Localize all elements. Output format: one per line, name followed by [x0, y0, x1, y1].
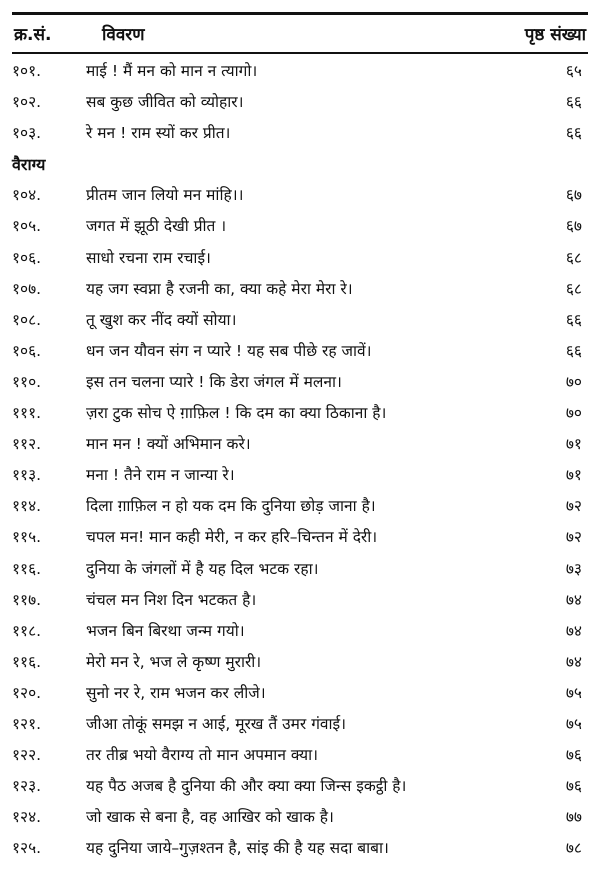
list-item	[0, 647, 600, 678]
entry-number: ११२.	[12, 435, 42, 454]
entry-title: प्रीतम जान लियो मन मांहि।।	[86, 186, 244, 205]
entry-number: १०५.	[12, 217, 42, 236]
entry-page: ७०	[565, 372, 582, 391]
section-title: वैराग्य	[12, 155, 46, 175]
entry-title: चंचल मन निश दिन भटकत है।	[86, 590, 257, 609]
entry-page: ६६	[565, 124, 582, 143]
list-item	[0, 243, 600, 274]
entry-number: ११०.	[12, 372, 42, 391]
section-heading	[0, 149, 600, 180]
entry-page: ६७	[565, 217, 582, 236]
entry-page: ६८	[565, 248, 582, 267]
entry-page: ७०	[565, 404, 582, 423]
list-item	[0, 305, 600, 336]
entry-page: ७१	[565, 466, 582, 485]
entry-number: ११७.	[12, 590, 42, 609]
list-item	[0, 491, 600, 522]
header-page-number: पृष्ठ संख्या	[524, 25, 586, 45]
entry-page: ७४	[565, 652, 582, 671]
entry-title: तर तीब्र भयो वैराग्य तो मान अपमान क्या।	[86, 746, 319, 765]
entry-title: चपल मन! मान कही मेरी, न कर हरि–चिन्तन में देरी।	[86, 528, 378, 547]
list-item	[0, 771, 600, 802]
list-item	[0, 678, 600, 709]
entry-title: यह पैठ अजब है दुनिया की और क्या क्या जिन्स इकट्ठी है।	[86, 777, 407, 796]
entry-page: ७७	[565, 808, 582, 827]
entry-title: यह दुनिया जाये–गुज़श्तन है, सांइ की है यह सदा बाबा।	[86, 839, 389, 858]
entry-title: माई ! मैं मन को मान न त्यागो।	[86, 62, 258, 80]
list-item	[0, 211, 600, 242]
entry-number: १०२.	[12, 93, 42, 112]
list-item	[0, 709, 600, 740]
entry-number: १२५.	[12, 839, 42, 858]
entry-number: १२०.	[12, 683, 42, 702]
entry-title: मना ! तैने राम न जान्या रे।	[86, 466, 235, 485]
entry-number: ११३.	[12, 466, 42, 485]
entry-title: इस तन चलना प्यारे ! कि डेरा जंगल में मलना।	[86, 372, 342, 391]
entry-title: ज़रा टुक सोच ऐ ग़ाफ़िल ! कि दम का क्या ठिकाना है।	[86, 404, 387, 423]
list-item	[0, 522, 600, 553]
entry-number: ११५.	[12, 528, 42, 547]
entry-number: १०४.	[12, 186, 42, 205]
entry-title: यह जग स्वप्ना है रजनी का, क्या कहे मेरा मेरा रे।	[86, 279, 353, 298]
header-number: क्र.सं.	[14, 25, 52, 45]
list-item	[0, 367, 600, 398]
entry-number: १०६.	[12, 248, 42, 267]
entry-page: ७२	[565, 528, 582, 547]
entry-page: ६५	[565, 62, 582, 80]
top-rule	[12, 12, 588, 15]
entry-page: ७६	[565, 746, 582, 765]
list-item	[0, 740, 600, 771]
list-item	[0, 833, 600, 864]
list-item	[0, 398, 600, 429]
entry-page: ६६	[565, 93, 582, 112]
entry-number: १०८.	[12, 310, 42, 329]
entry-page: ७५	[565, 683, 582, 702]
entry-page: ७४	[565, 621, 582, 640]
entry-title: दिला ग़ाफ़िल न हो यक दम कि दुनिया छोड़ जाना है।	[86, 497, 376, 516]
list-item	[0, 336, 600, 367]
entry-page: ६७	[565, 186, 582, 205]
entry-title: दुनिया के जंगलों में है यह दिल भटक रहा।	[86, 559, 319, 578]
entry-number: ११६.	[12, 652, 42, 671]
list-item	[0, 616, 600, 647]
entry-number: १२१.	[12, 714, 42, 733]
entry-title: जगत में झूठी देखी प्रीत ।	[86, 217, 227, 236]
entry-number: १२२.	[12, 746, 42, 765]
entry-number: १११.	[12, 404, 42, 423]
entry-title: जीआ तोकूं समझ न आई, मूरख तैं उमर गंवाई।	[86, 714, 347, 733]
entry-number: १०१.	[12, 62, 42, 80]
header-description: विवरण	[102, 25, 145, 45]
entry-page: ७४	[565, 590, 582, 609]
entry-page: ७८	[565, 839, 582, 858]
entry-page: ७५	[565, 714, 582, 733]
entry-number: १०७.	[12, 279, 42, 298]
entry-page: ६६	[565, 310, 582, 329]
entry-title: भजन बिन बिरथा जन्म गयो।	[86, 621, 245, 640]
entry-page: ६६	[565, 341, 582, 360]
list-item	[0, 802, 600, 833]
entry-title: जो खाक से बना है, वह आखिर को खाक है।	[86, 808, 334, 827]
header-rule	[12, 52, 588, 54]
entry-number: १०६.	[12, 341, 42, 360]
entry-title: रे मन ! राम स्यों कर प्रीत।	[86, 124, 231, 143]
list-item	[0, 429, 600, 460]
list-item	[0, 554, 600, 585]
list-item	[0, 180, 600, 211]
list-item	[0, 460, 600, 491]
entry-page: ७३	[565, 559, 582, 578]
entry-page: ६८	[565, 279, 582, 298]
list-item	[0, 56, 600, 87]
entry-page: ७६	[565, 777, 582, 796]
entry-title: धन जन यौवन संग न प्यारे ! यह सब पीछे रह जावें।	[86, 341, 372, 360]
table-header	[0, 18, 600, 52]
entry-title: तू खुश कर नींद क्यों सोया।	[86, 310, 237, 329]
list-item	[0, 118, 600, 149]
entry-number: १०३.	[12, 124, 42, 143]
entry-number: ११६.	[12, 559, 42, 578]
entry-title: मेरो मन रे, भज ले कृष्ण मुरारी।	[86, 652, 262, 671]
list-item	[0, 274, 600, 305]
entry-title: सब कुछ जीवित को व्योहार।	[86, 93, 244, 112]
entry-number: १२४.	[12, 808, 42, 827]
entry-number: १२३.	[12, 777, 42, 796]
entry-page: ७२	[565, 497, 582, 516]
entry-page: ७१	[565, 435, 582, 454]
list-item	[0, 585, 600, 616]
index-list	[0, 56, 600, 864]
entry-title: मान मन ! क्यों अभिमान करे।	[86, 435, 251, 454]
entry-number: ११४.	[12, 497, 42, 516]
entry-title: साधो रचना राम रचाई।	[86, 248, 211, 267]
entry-title: सुनो नर रे, राम भजन कर लीजे।	[86, 683, 266, 702]
entry-number: ११८.	[12, 621, 42, 640]
list-item	[0, 87, 600, 118]
